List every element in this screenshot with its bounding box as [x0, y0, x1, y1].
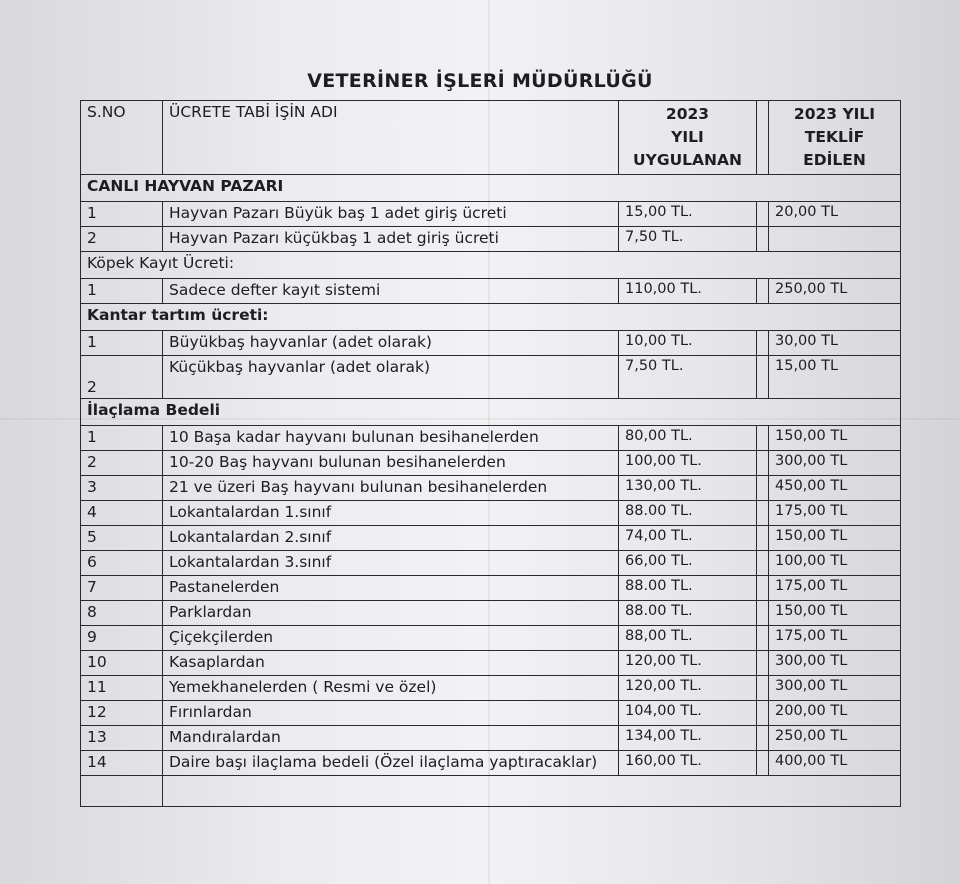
row-number: 11 [81, 676, 163, 701]
row-number: 3 [81, 476, 163, 501]
row-proposed-fee: 400,00 TL [769, 751, 901, 776]
header-sno: S.NO [81, 101, 163, 175]
row-proposed-fee: 175,00 TL [769, 576, 901, 601]
row-number: 6 [81, 551, 163, 576]
row-spacer [757, 676, 769, 701]
row-number: 7 [81, 576, 163, 601]
section-header-row [81, 304, 901, 331]
document-title: VETERİNER İŞLERİ MÜDÜRLÜĞÜ [307, 70, 653, 92]
row-proposed-fee: 15,00 TL [769, 356, 901, 399]
row-spacer [757, 331, 769, 356]
row-spacer [757, 701, 769, 726]
row-spacer [757, 726, 769, 751]
fee-table [80, 100, 901, 807]
row-current-fee: 120,00 TL. [619, 651, 757, 676]
row-number: 2 [81, 451, 163, 476]
table-row [81, 279, 901, 304]
row-proposed-fee: 175,00 TL [769, 626, 901, 651]
row-current-fee: 134,00 TL. [619, 726, 757, 751]
row-proposed-fee: 250,00 TL [769, 279, 901, 304]
row-name: Kasaplardan [163, 651, 619, 676]
row-proposed-fee [769, 227, 901, 252]
row-current-fee: 100,00 TL. [619, 451, 757, 476]
row-number: 9 [81, 626, 163, 651]
table-header-row [81, 101, 901, 175]
table-row [81, 227, 901, 252]
row-proposed-fee: 300,00 TL [769, 651, 901, 676]
row-current-fee: 80,00 TL. [619, 426, 757, 451]
row-name: Büyükbaş hayvanlar (adet olarak) [163, 331, 619, 356]
table-row [81, 356, 901, 399]
row-spacer [757, 202, 769, 227]
row-spacer [757, 279, 769, 304]
row-number: 14 [81, 751, 163, 776]
row-name: Parklardan [163, 601, 619, 626]
row-current-fee: 7,50 TL. [619, 356, 757, 399]
row-current-fee: 15,00 TL. [619, 202, 757, 227]
row-proposed-fee: 300,00 TL [769, 451, 901, 476]
row-name: 10-20 Baş hayvanı bulunan besihanelerden [163, 451, 619, 476]
row-proposed-fee: 150,00 TL [769, 601, 901, 626]
section-title: Köpek Kayıt Ücreti: [81, 252, 901, 279]
row-spacer [757, 451, 769, 476]
row-number: 10 [81, 651, 163, 676]
row-proposed-fee: 250,00 TL [769, 726, 901, 751]
row-number: 1 [81, 331, 163, 356]
row-current-fee: 160,00 TL. [619, 751, 757, 776]
header-current [619, 101, 757, 175]
row-spacer [757, 751, 769, 776]
table-row [81, 451, 901, 476]
header-spacer [757, 101, 769, 175]
row-number: 4 [81, 501, 163, 526]
table-row [81, 601, 901, 626]
row-current-fee: 120,00 TL. [619, 676, 757, 701]
row-number: 1 [81, 426, 163, 451]
row-spacer [757, 601, 769, 626]
row-current-fee: 88.00 TL. [619, 501, 757, 526]
row-number: 12 [81, 701, 163, 726]
empty-cell [163, 776, 901, 807]
row-current-fee: 88.00 TL. [619, 576, 757, 601]
row-name: Lokantalardan 2.sınıf [163, 526, 619, 551]
row-current-fee: 7,50 TL. [619, 227, 757, 252]
section-title: CANLI HAYVAN PAZARI [81, 175, 901, 202]
row-spacer [757, 356, 769, 399]
row-spacer [757, 576, 769, 601]
table-row [81, 751, 901, 776]
row-number: 13 [81, 726, 163, 751]
row-proposed-fee: 20,00 TL [769, 202, 901, 227]
empty-cell [81, 776, 163, 807]
section-title: Kantar tartım ücreti: [81, 304, 901, 331]
row-number: 2 [81, 227, 163, 252]
row-spacer [757, 651, 769, 676]
row-proposed-fee: 30,00 TL [769, 331, 901, 356]
row-number: 1 [81, 279, 163, 304]
row-name: 21 ve üzeri Baş hayvanı bulunan besihanelerden [163, 476, 619, 501]
row-current-fee: 130,00 TL. [619, 476, 757, 501]
row-current-fee: 104,00 TL. [619, 701, 757, 726]
header-name: ÜCRETE TABİ İŞİN ADI [163, 101, 619, 175]
header-current-line: UYGULANAN [633, 151, 742, 169]
row-proposed-fee: 450,00 TL [769, 476, 901, 501]
row-name: Yemekhanelerden ( Resmi ve özel) [163, 676, 619, 701]
table-row [81, 526, 901, 551]
section-header-row [81, 399, 901, 426]
row-name: Çiçekçilerden [163, 626, 619, 651]
row-current-fee: 88.00 TL. [619, 601, 757, 626]
table-row [81, 202, 901, 227]
row-proposed-fee: 200,00 TL [769, 701, 901, 726]
row-name: Küçükbaş hayvanlar (adet olarak) [163, 356, 619, 399]
row-name: Pastanelerden [163, 576, 619, 601]
header-current-line: YILI [671, 128, 704, 146]
table-row [81, 501, 901, 526]
table-row [81, 651, 901, 676]
section-header-row [81, 252, 901, 279]
row-proposed-fee: 300,00 TL [769, 676, 901, 701]
row-name: Hayvan Pazarı Büyük baş 1 adet giriş ücreti [163, 202, 619, 227]
table-row [81, 726, 901, 751]
header-current-line: 2023 [665, 105, 710, 123]
table-row [81, 676, 901, 701]
header-proposed-line: TEKLİF [804, 128, 865, 146]
header-proposed [769, 101, 901, 175]
row-name: Sadece defter kayıt sistemi [163, 279, 619, 304]
row-spacer [757, 501, 769, 526]
table-row [81, 626, 901, 651]
row-current-fee: 10,00 TL. [619, 331, 757, 356]
row-current-fee: 66,00 TL. [619, 551, 757, 576]
table-row [81, 476, 901, 501]
row-number: 1 [81, 202, 163, 227]
row-name: Lokantalardan 3.sınıf [163, 551, 619, 576]
row-current-fee: 110,00 TL. [619, 279, 757, 304]
table-row [81, 576, 901, 601]
table-row [81, 701, 901, 726]
row-spacer [757, 476, 769, 501]
table-row-empty [81, 776, 901, 807]
section-title: İlaçlama Bedeli [81, 399, 901, 426]
row-name: 10 Başa kadar hayvanı bulunan besihanelerden [163, 426, 619, 451]
row-name: Fırınlardan [163, 701, 619, 726]
row-number: 2 [81, 356, 163, 399]
row-spacer [757, 551, 769, 576]
table-row [81, 331, 901, 356]
row-proposed-fee: 150,00 TL [769, 426, 901, 451]
section-header-row [81, 175, 901, 202]
row-spacer [757, 426, 769, 451]
table-row [81, 551, 901, 576]
row-spacer [757, 227, 769, 252]
row-number: 8 [81, 601, 163, 626]
row-spacer [757, 626, 769, 651]
row-proposed-fee: 150,00 TL [769, 526, 901, 551]
header-proposed-line: EDİLEN [803, 151, 866, 169]
row-proposed-fee: 100,00 TL [769, 551, 901, 576]
table-row [81, 426, 901, 451]
row-proposed-fee: 175,00 TL [769, 501, 901, 526]
row-name: Daire başı ilaçlama bedeli (Özel ilaçlama yaptıracaklar) [163, 751, 619, 776]
row-current-fee: 74,00 TL. [619, 526, 757, 551]
row-name: Lokantalardan 1.sınıf [163, 501, 619, 526]
row-name: Hayvan Pazarı küçükbaş 1 adet giriş ücreti [163, 227, 619, 252]
row-name: Mandıralardan [163, 726, 619, 751]
row-number: 5 [81, 526, 163, 551]
header-proposed-line: 2023 YILI [793, 105, 876, 123]
row-current-fee: 88,00 TL. [619, 626, 757, 651]
row-spacer [757, 526, 769, 551]
